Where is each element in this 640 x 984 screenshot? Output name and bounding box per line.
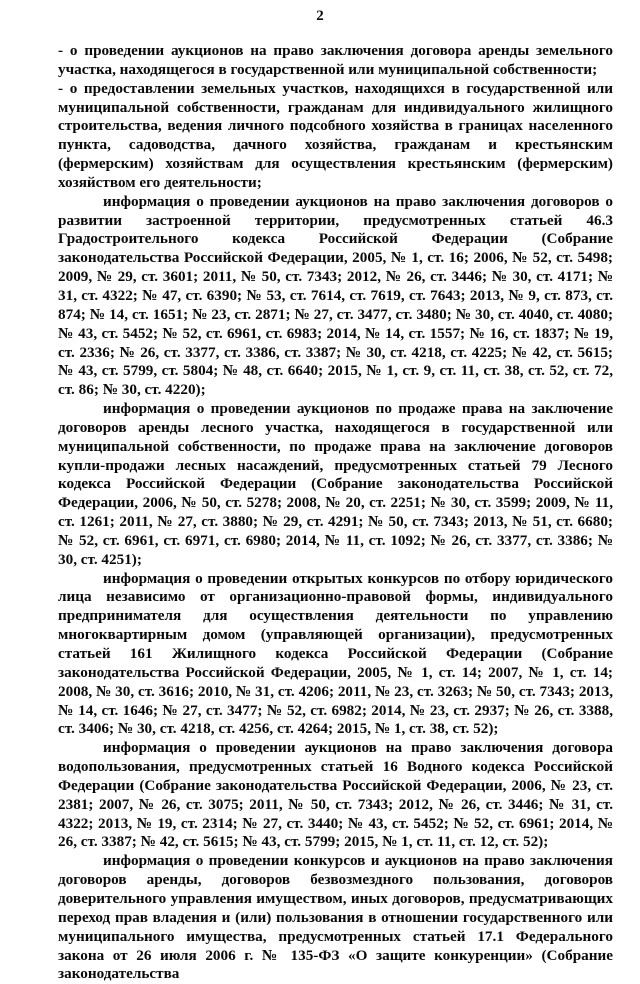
paragraph-property-contract-tenders: информация о проведении конкурсов и аукционов на право заключения договоров аренды, договоров безвозмездного пользования, договоров доверительного управления имуществом, иных договоров, предусматривающих переход прав владения и (или) пользования в отношении государственного или муниципального имущества, предусмотренных статьей 17.1 Федерального закона от 26 июля 2006 г. № 135-ФЗ «О защите конкуренции» (Собрание законодательства	[58, 852, 613, 983]
paragraph-water-use-auctions: информация о проведении аукционов на право заключения договора водопользования, предусмотренных статьей 16 Водного кодекса Российской Федерации (Собрание законодательства Российской Федерации, 2006, № 23, ст. 2381; 2007, № 26, ст. 3075; 2011, № 50, ст. 7343; 2012, № 26, ст. 3446; № 31, ст. 4322; 2013, № 19, ст. 2314; № 27, ст. 3440; № 43, ст. 5452; № 52, ст. 6961; 2014, № 26, ст. 3387; № 42, ст. 5615; № 43, ст. 5799; 2015, № 1, ст. 11, ст. 12, ст. 52);	[58, 739, 613, 851]
paragraph-land-plot-provision: - о предоставлении земельных участков, находящихся в государственной или муниципальной собственности, гражданам для индивидуального жилищного строительства, ведения личного подсобного хозяйства в границах населенного пункта, садоводства, дачного хозяйства, гражданам и крестьянским (фермерским) хозяйствам для осуществления крестьянским (фермерским) хозяйством его деятельности;	[58, 79, 613, 191]
page-number: 2	[316, 8, 324, 24]
paragraph-land-lease-auctions: - о проведении аукционов на право заключения договора аренды земельного участка, находящегося в государственной или муниципальной собственности;	[58, 42, 613, 78]
paragraph-housing-management-tenders: информация о проведении открытых конкурсов по отбору юридического лица независимо от организационно-правовой формы, индивидуального предпринимателя для осуществления деятельности по управлению многоквартирным домом (управляющей организации), предусмотренных статьей 161 Жилищного кодекса Российской Федерации (Собрание законодательства Российской Федерации, 2005, № 1, ст. 14; 2007, № 1, ст. 14; 2008, № 30, ст. 3616; 2010, № 31, ст. 4206; 2011, № 23, ст. 3263; № 50, ст. 7343; 2013, № 14, ст. 1646; № 27, ст. 3477; № 52, ст. 6982; 2014, № 23, ст. 2937; № 26, ст. 3388, ст. 3406; № 30, ст. 4218, ст. 4256, ст. 4264; 2015, № 1, ст. 38, ст. 52);	[58, 569, 613, 738]
paragraph-territory-development-auctions: информация о проведении аукционов на право заключения договоров о развитии застроенной территории, предусмотренных статьей 46.3 Градостроительного кодекса Российской Федерации (Собрание законодательства Российской Федерации, 2005, № 1, ст. 16; 2006, № 52, ст. 5498; 2009, № 29, ст. 3601; 2011, № 50, ст. 7343; 2012, № 26, ст. 3446; № 30, ст. 4171; № 31, ст. 4322; № 47, ст. 6390; № 53, ст. 7614, ст. 7619, ст. 7643; 2013, № 9, ст. 873, ст. 874; № 14, ст. 1651; № 23, ст. 2871; № 27, ст. 3477, ст. 3480; № 30, ст. 4040, ст. 4080; № 43, ст. 5452; № 52, ст. 6961, ст. 6983; 2014, № 14, ст. 1557; № 16, ст. 1837; № 19, ст. 2336; № 26, ст. 3377, ст. 3386, ст. 3387; № 30, ст. 4218, ст. 4225; № 42, ст. 5615; № 43, ст. 5799, ст. 5804; № 48, ст. 6640; 2015, № 1, ст. 9, ст. 11, ст. 38, ст. 52, ст. 72, ст. 86; № 30, ст. 4220);	[58, 192, 613, 399]
document-body	[58, 42, 613, 984]
paragraph-forest-plot-auctions: информация о проведении аукционов по продаже права на заключение договоров аренды лесного участка, находящегося в государственной или муниципальной собственности, по продаже права на заключение договоров купли-продажи лесных насаждений, предусмотренных статьей 79 Лесного кодекса Российской Федерации (Собрание законодательства Российской Федерации, 2006, № 50, ст. 5278; 2008, № 20, ст. 2251; № 30, ст. 3599; 2009, № 11, ст. 1261; 2011, № 27, ст. 3880; № 29, ст. 4291; № 50, ст. 7343; 2013, № 51, ст. 6680; № 52, ст. 6961, ст. 6971, ст. 6980; 2014, № 11, ст. 1092; № 26, ст. 3377, ст. 3386; № 30, ст. 4251);	[58, 400, 613, 568]
